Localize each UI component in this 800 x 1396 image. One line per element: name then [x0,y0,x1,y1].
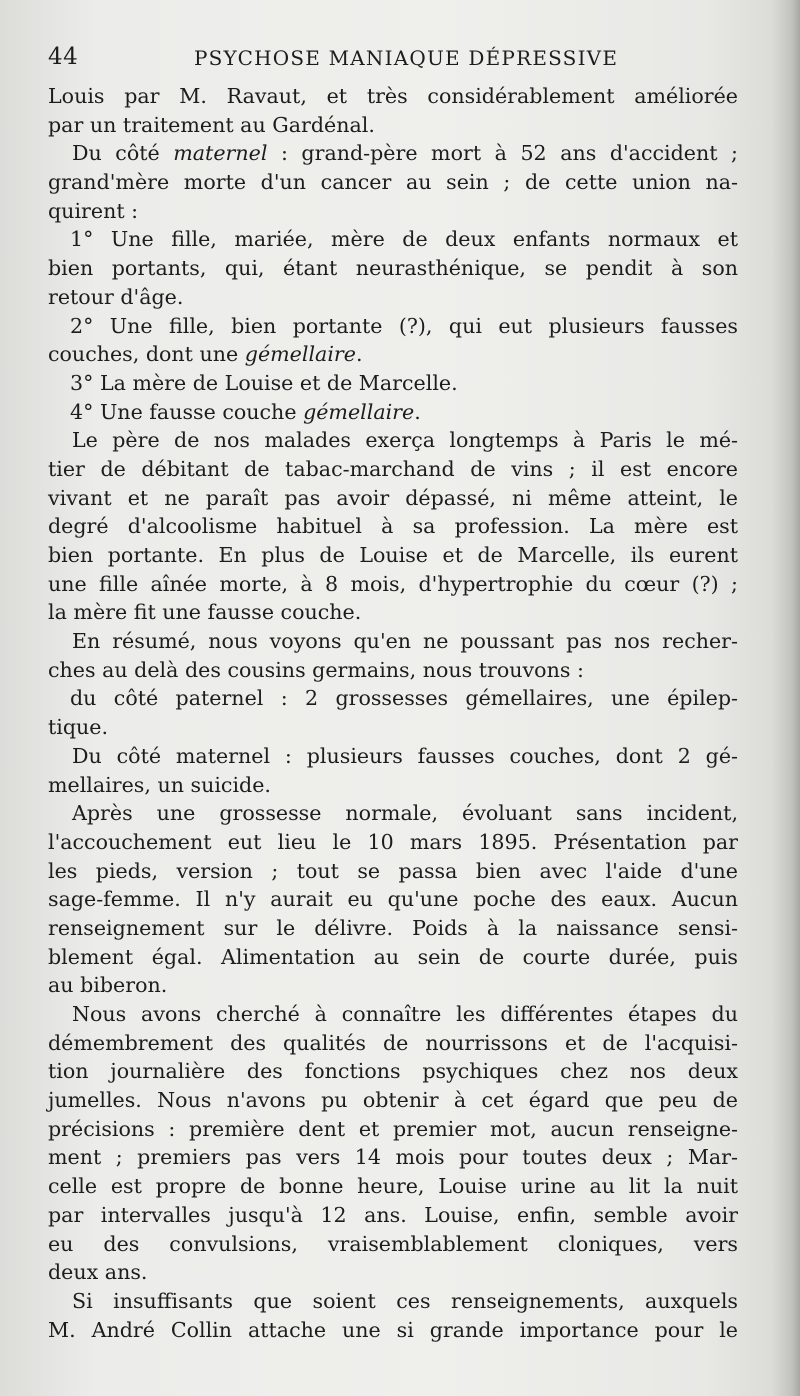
text-line: 3° La mère de Louise et de Marcelle. [70,370,458,395]
text-line: celle est propre de bonne heure, Louise urine au lit la nuit [48,1174,738,1199]
text-line: Après une grossesse normale, évoluant sans incident, [72,801,738,826]
text-line: Le père de nos malades exerça longtemps à Paris le mé- [72,428,738,453]
text-line: Si insuffisants que soient ces renseignements, auxquels [72,1288,738,1313]
text-line: couches, dont une gémellaire. [48,342,363,367]
text-line: au biberon. [48,973,168,998]
text-line: Du côté maternel : plusieurs fausses couches, dont 2 gé- [72,743,738,768]
text-line: précisions : première dent et premier mot, aucun renseigne- [48,1116,738,1141]
text-line: Louis par M. Ravaut, et très considérablement améliorée [48,84,738,108]
text-line: degré d'alcoolisme habituel à sa profession. La mère est [48,514,738,539]
text-line: mellaires, un suicide. [48,772,271,797]
text-line: tion journalière des fonctions psychiques chez nos deux [48,1059,738,1084]
text-line: la mère fit une fausse couche. [48,600,362,625]
text-line: une fille aînée morte, à 8 mois, d'hypertrophie du cœur (?) ; [48,571,738,596]
text-line: tier de débitant de tabac-marchand de vins ; il est encore [48,456,738,481]
text-line: ment ; premiers pas vers 14 mois pour toutes deux ; Mar- [48,1145,738,1170]
italic-term: gémellaire [303,399,415,424]
body-text [48,82,738,1344]
italic-term: gémellaire [244,342,356,367]
text-line: les pieds, version ; tout se passa bien avec l'aide d'une [48,858,738,883]
text-line: M. André Collin attache une si grande importance pour le [48,1317,738,1342]
text-line: 1° Une fille, mariée, mère de deux enfants normaux et [70,227,738,252]
text-line: 4° Une fausse couche gémellaire. [70,399,421,424]
text-line: deux ans. [48,1260,148,1285]
text-line: Du côté maternel : grand-père mort à 52 ans d'accident ; [72,141,738,166]
text-line: sage-femme. Il n'y aurait eu qu'une poche des eaux. Aucun [48,887,738,912]
text-line: du côté paternel : 2 grossesses gémellaires, une épilep- [70,686,738,711]
text-line: quirent : [48,198,139,223]
text-line: ches au delà des cousins germains, nous trouvons : [48,657,584,682]
italic-term: maternel [173,141,268,166]
text-line: Nous avons cherché à connaître les différentes étapes du [72,1002,738,1026]
text-line: retour d'âge. [48,284,184,309]
text-line: 2° Une fille, bien portante (?), qui eut plusieurs fausses [70,313,738,338]
text-line: blement égal. Alimentation au sein de courte durée, puis [48,944,738,969]
text-line: par intervalles jusqu'à 12 ans. Louise, enfin, semble avoir [48,1202,738,1227]
text-line: eu des convulsions, vraisemblablement cloniques, vers [48,1231,738,1256]
text-line: démembrement des qualités de nourrissons et de l'acquisi- [48,1030,738,1055]
text-line: tique. [48,715,109,740]
text-line: bien portants, qui, étant neurasthénique, se pendit à son [48,256,738,281]
page-header [48,40,748,80]
text-line: jumelles. Nous n'avons pu obtenir à cet égard que peu de [48,1088,738,1113]
text-line: En résumé, nous voyons qu'en ne poussant pas nos recher- [72,629,738,654]
running-head: PSYCHOSE MANIAQUE DÉPRESSIVE [194,46,619,70]
page-edge-shadow [772,0,800,1396]
text-line: par un traitement au Gardénal. [48,112,375,137]
text-line: bien portante. En plus de Louise et de Marcelle, ils eurent [48,543,738,567]
text-line: grand'mère morte d'un cancer au sein ; de cette union na- [48,170,738,195]
page-number: 44 [48,44,79,70]
text-line: renseignement sur le délivre. Poids à la naissance sensi- [48,915,738,940]
text-line: vivant et ne paraît pas avoir dépassé, ni même atteint, le [48,485,738,510]
text-line: l'accouchement eut lieu le 10 mars 1895. Présentation par [48,829,738,854]
